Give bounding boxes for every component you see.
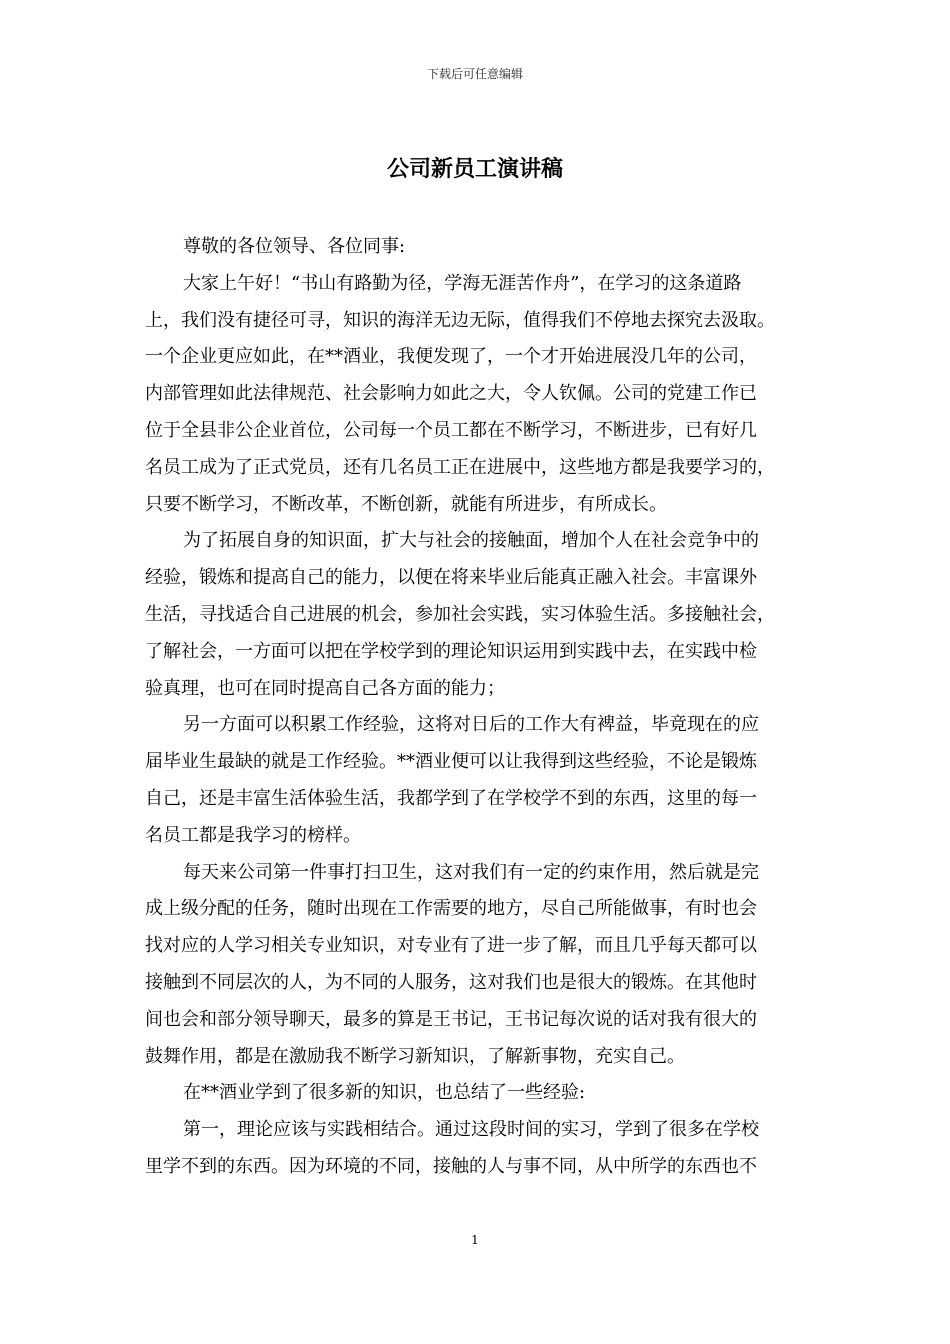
body-line: 生活，寻找适合自己进展的机会，参加社会实践，实习体验生活。多接触社会， <box>145 603 775 625</box>
body-line: 另一方面可以积累工作经验，这将对日后的工作大有裨益，毕竟现在的应 <box>183 714 759 736</box>
body-line: 成上级分配的任务，随时出现在工作需要的地方，尽自己所能做事，有时也会 <box>145 898 757 920</box>
document-body <box>145 229 807 1186</box>
body-line: 找对应的人学习相关专业知识，对专业有了进一步了解，而且几乎每天都可以 <box>145 935 757 957</box>
body-line: 里学不到的东西。因为环境的不同，接触的人与事不同，从中所学的东西也不 <box>145 1155 757 1177</box>
body-line: 验真理，也可在同时提高自己各方面的能力； <box>145 677 505 699</box>
body-line: 尊敬的各位领导、各位同事: <box>183 236 406 257</box>
page-header: 下载后可任意编辑 <box>426 67 523 81</box>
body-line: 大家上午好！“书山有路勤为径，学海无涯苦作舟”，在学习的这条道路 <box>183 272 742 294</box>
body-line: 间也会和部分领导聊天，最多的算是王书记，王书记每次说的话对我有很大的 <box>145 1008 757 1030</box>
body-line: 经验，锻炼和提高自己的能力，以便在将来毕业后能真正融入社会。丰富课外 <box>145 567 757 589</box>
body-line: 一个企业更应如此，在**酒业，我便发现了，一个才开始进展没几年的公司， <box>145 346 757 368</box>
body-line: 为了拓展自身的知识面，扩大与社会的接触面，增加个人在社会竞争中的 <box>183 530 759 552</box>
body-line: 名员工成为了正式党员，还有几名员工正在进展中，这些地方都是我要学习的， <box>145 456 775 478</box>
document-title: 公司新员工演讲稿 <box>386 156 563 182</box>
body-line: 鼓舞作用，都是在激励我不断学习新知识，了解新事物，充实自己。 <box>145 1045 685 1067</box>
body-line: 届毕业生最缺的就是工作经验。**酒业便可以让我得到这些经验，不论是锻炼 <box>145 751 757 773</box>
body-line: 了解社会，一方面可以把在学校学到的理论知识运用到实践中去，在实践中检 <box>145 640 757 662</box>
body-line: 每天来公司第一件事打扫卫生，这对我们有一定的约束作用，然后就是完 <box>183 861 759 883</box>
body-line: 第一，理论应该与实践相结合。通过这段时间的实习，学到了很多在学校 <box>183 1119 759 1141</box>
body-line: 名员工都是我学习的榜样。 <box>145 824 361 846</box>
body-line: 上，我们没有捷径可寻，知识的海洋无边无际，值得我们不停地去探究去汲取。 <box>145 309 775 331</box>
body-line: 自己，还是丰富生活体验生活，我都学到了在学校学不到的东西，这里的每一 <box>145 787 757 809</box>
body-line: 接触到不同层次的人，为不同的人服务，这对我们也是很大的锻炼。在其他时 <box>145 971 757 993</box>
body-line: 位于全县非公企业首位，公司每一个员工都在不断学习，不断进步，已有好几 <box>145 419 757 441</box>
body-line: 内部管理如此法律规范、社会影响力如此之大，令人钦佩。公司的党建工作已 <box>145 383 757 405</box>
page-number: 1 <box>471 1233 479 1247</box>
body-line: 在**酒业学到了很多新的知识，也总结了一些经验: <box>183 1082 586 1104</box>
body-line: 只要不断学习，不断改革，不断创新，就能有所进步，有所成长。 <box>145 493 667 515</box>
